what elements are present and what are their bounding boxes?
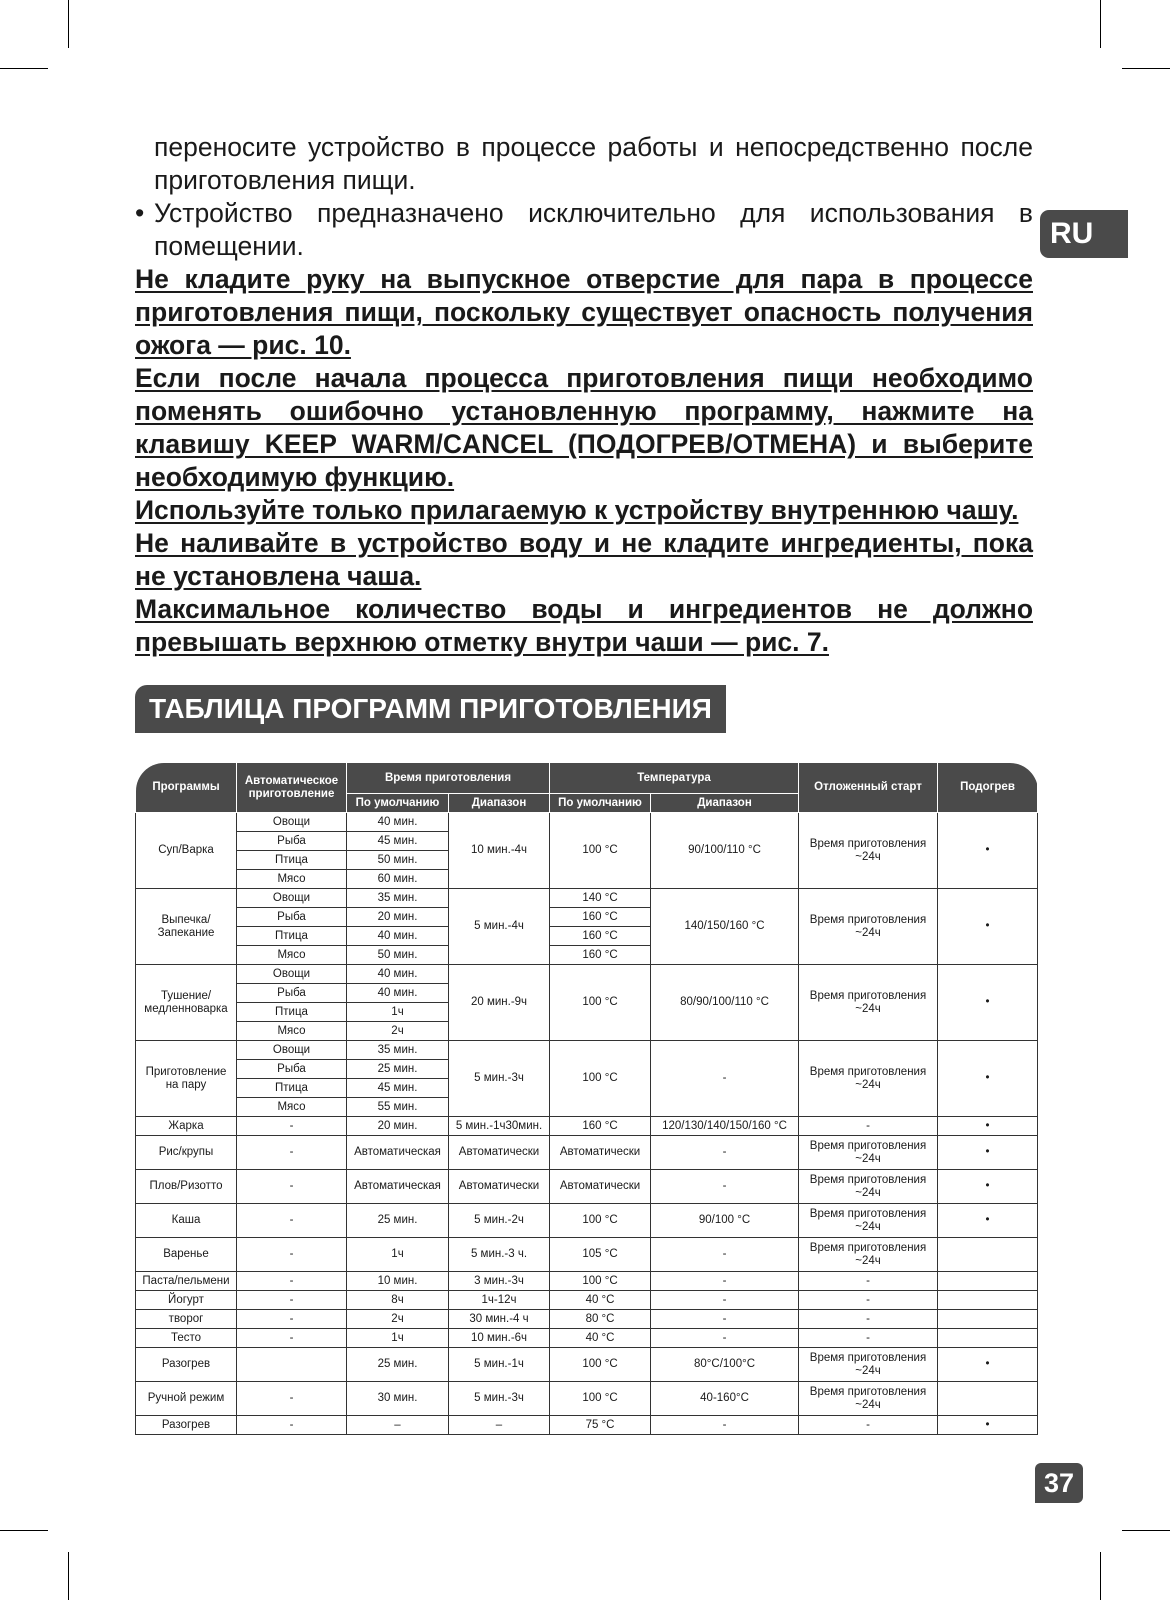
- time-default: 45 мин.: [347, 1079, 449, 1098]
- table-row: [136, 1272, 1038, 1291]
- time-range: 5 мин.-2ч: [449, 1204, 550, 1238]
- time-default: 1ч: [347, 1003, 449, 1022]
- table-row: [136, 1310, 1038, 1329]
- table-row: [136, 1170, 1038, 1204]
- auto-cell: -: [237, 1238, 347, 1272]
- temp-default: 80 °C: [550, 1310, 651, 1329]
- temp-range: -: [651, 1329, 799, 1348]
- temp-default: 40 °C: [550, 1329, 651, 1348]
- auto-cell: -: [237, 1329, 347, 1348]
- header-temp-range: Диапазон: [651, 794, 799, 813]
- warning-cancel: Если после начала процесса приготовления пищи необходимо поменять ошибочно установленную программу, нажмите на клавишу KEEP WARM/CANCEL (ПОДОГРЕВ/ОТМЕНА) и выберите необходимую функцию.: [135, 363, 1033, 492]
- time-default: 10 мин.: [347, 1272, 449, 1291]
- section-title: ТАБЛИЦА ПРОГРАММ ПРИГОТОВЛЕНИЯ: [135, 685, 726, 733]
- bullet-item: [135, 197, 1033, 263]
- time-default: 30 мин.: [347, 1382, 449, 1416]
- header-time: Время приготовления: [347, 763, 550, 794]
- header-time-range: Диапазон: [449, 794, 550, 813]
- delayed-start: Время приготовления ~24ч: [799, 1348, 938, 1382]
- time-default: 25 мин.: [347, 1060, 449, 1079]
- crop-mark: [1122, 68, 1170, 69]
- time-range: 30 мин.-4 ч: [449, 1310, 550, 1329]
- warm-mark: •: [938, 1416, 1038, 1435]
- temp-default: 75 °C: [550, 1416, 651, 1435]
- time-default: 50 мин.: [347, 946, 449, 965]
- auto-ingredient: Птица: [237, 1003, 347, 1022]
- time-range: 5 мин.-1ч: [449, 1348, 550, 1382]
- time-default: 20 мин.: [347, 908, 449, 927]
- temp-default: 160 °C: [550, 927, 651, 946]
- crop-mark: [0, 1530, 48, 1531]
- table-row: [136, 1238, 1038, 1272]
- program-name: Тесто: [136, 1329, 237, 1348]
- temp-range: 90/100 °C: [651, 1204, 799, 1238]
- temp-range: -: [651, 1416, 799, 1435]
- auto-cell: -: [237, 1382, 347, 1416]
- temp-range: -: [651, 1310, 799, 1329]
- time-default: 1ч: [347, 1238, 449, 1272]
- time-default: 1ч: [347, 1329, 449, 1348]
- auto-cell: [237, 1348, 347, 1382]
- auto-ingredient: Птица: [237, 851, 347, 870]
- temp-default: Автоматически: [550, 1170, 651, 1204]
- table-row: [136, 1348, 1038, 1382]
- header-time-default: По умолчанию: [347, 794, 449, 813]
- programs-table: [135, 762, 1038, 1435]
- delayed-start: Время приготовления ~24ч: [799, 1170, 938, 1204]
- warning-max-level: Максимальное количество воды и ингредиентов не должно превышать верхнюю отметку внутри чаши — рис. 7.: [135, 594, 1033, 657]
- temp-range: 80/90/100/110 °C: [651, 965, 799, 1041]
- warm-mark: [938, 1329, 1038, 1348]
- time-default: Автоматическая: [347, 1136, 449, 1170]
- auto-ingredient: Овощи: [237, 813, 347, 832]
- warm-mark: •: [938, 1136, 1038, 1170]
- delayed-start: -: [799, 1272, 938, 1291]
- table-row: [136, 1416, 1038, 1435]
- auto-ingredient: Мясо: [237, 870, 347, 889]
- table-row: [136, 1041, 1038, 1060]
- program-name: Йогурт: [136, 1291, 237, 1310]
- temp-default: 105 °C: [550, 1238, 651, 1272]
- delayed-start: Время приготовления ~24ч: [799, 1238, 938, 1272]
- header-programs: Программы: [136, 763, 237, 813]
- table-row: [136, 813, 1038, 832]
- language-badge: RU: [1040, 210, 1128, 258]
- time-default: 45 мин.: [347, 832, 449, 851]
- header-temp-default: По умолчанию: [550, 794, 651, 813]
- time-range: 3 мин.-3ч: [449, 1272, 550, 1291]
- warm-mark: •: [938, 1170, 1038, 1204]
- auto-ingredient: Мясо: [237, 1098, 347, 1117]
- time-range: 10 мин.-6ч: [449, 1329, 550, 1348]
- temp-default: 100 °C: [550, 1041, 651, 1117]
- warm-mark: [938, 1310, 1038, 1329]
- delayed-start: -: [799, 1416, 938, 1435]
- crop-mark: [68, 1552, 69, 1600]
- temp-default: 100 °C: [550, 1348, 651, 1382]
- delayed-start: Время приготовления ~24ч: [799, 1204, 938, 1238]
- temp-range: -: [651, 1136, 799, 1170]
- time-default: 8ч: [347, 1291, 449, 1310]
- program-name: Плов/Ризотто: [136, 1170, 237, 1204]
- warm-mark: •: [938, 965, 1038, 1041]
- auto-cell: -: [237, 1416, 347, 1435]
- program-name: Тушение/ медленноварка: [136, 965, 237, 1041]
- warm-mark: •: [938, 889, 1038, 965]
- temp-range: 90/100/110 °C: [651, 813, 799, 889]
- time-default: Автоматическая: [347, 1170, 449, 1204]
- table-row: [136, 1382, 1038, 1416]
- table-row: [136, 1329, 1038, 1348]
- warning-steam: Не кладите руку на выпускное отверстие для пара в процессе приготовления пищи, поскольку существует опасность получения ожога — рис. 10.: [135, 264, 1033, 360]
- header-temperature: Температура: [550, 763, 799, 794]
- time-range: 1ч-12ч: [449, 1291, 550, 1310]
- time-range: 5 мин.-4ч: [449, 889, 550, 965]
- delayed-start: Время приготовления ~24ч: [799, 889, 938, 965]
- warm-mark: [938, 1382, 1038, 1416]
- temp-range: -: [651, 1272, 799, 1291]
- temp-default: 100 °C: [550, 1272, 651, 1291]
- auto-ingredient: Овощи: [237, 965, 347, 984]
- program-name: Разогрев: [136, 1416, 237, 1435]
- time-range: 5 мин.-3 ч.: [449, 1238, 550, 1272]
- time-default: 25 мин.: [347, 1204, 449, 1238]
- temp-range: -: [651, 1291, 799, 1310]
- delayed-start: -: [799, 1291, 938, 1310]
- auto-ingredient: Мясо: [237, 1022, 347, 1041]
- time-default: 35 мин.: [347, 1041, 449, 1060]
- program-name: творог: [136, 1310, 237, 1329]
- time-range: Автоматически: [449, 1136, 550, 1170]
- time-range: 10 мин.-4ч: [449, 813, 550, 889]
- time-default: 2ч: [347, 1022, 449, 1041]
- temp-default: 160 °C: [550, 946, 651, 965]
- auto-ingredient: Рыба: [237, 832, 347, 851]
- table-row: [136, 965, 1038, 984]
- time-default: 35 мин.: [347, 889, 449, 908]
- delayed-start: Время приготовления ~24ч: [799, 813, 938, 889]
- time-default: 60 мин.: [347, 870, 449, 889]
- auto-ingredient: Рыба: [237, 908, 347, 927]
- crop-mark: [1122, 1530, 1170, 1531]
- table-row: [136, 1204, 1038, 1238]
- header-auto: Автоматическое приготовление: [237, 763, 347, 813]
- body-text: [135, 131, 1033, 659]
- time-default: 50 мин.: [347, 851, 449, 870]
- auto-ingredient: Овощи: [237, 889, 347, 908]
- time-default: 40 мин.: [347, 927, 449, 946]
- time-range: 5 мин.-1ч30мин.: [449, 1117, 550, 1136]
- program-name: Каша: [136, 1204, 237, 1238]
- header-delayed: Отложенный старт: [799, 763, 938, 813]
- time-default: 25 мин.: [347, 1348, 449, 1382]
- temp-range: 140/150/160 °C: [651, 889, 799, 965]
- table-row: [136, 1136, 1038, 1170]
- warm-mark: •: [938, 1041, 1038, 1117]
- delayed-start: Время приготовления ~24ч: [799, 1136, 938, 1170]
- time-range: –: [449, 1416, 550, 1435]
- auto-ingredient: Рыба: [237, 1060, 347, 1079]
- temp-range: 120/130/140/150/160 °C: [651, 1117, 799, 1136]
- warning-no-bowl: Не наливайте в устройство воду и не кладите ингредиенты, пока не установлена чаша.: [135, 528, 1033, 591]
- auto-ingredient: Птица: [237, 1079, 347, 1098]
- program-name: Жарка: [136, 1117, 237, 1136]
- time-default: 40 мин.: [347, 813, 449, 832]
- time-default: 40 мин.: [347, 965, 449, 984]
- time-default: –: [347, 1416, 449, 1435]
- temp-default: 100 °C: [550, 965, 651, 1041]
- table-row: [136, 1117, 1038, 1136]
- temp-range: -: [651, 1170, 799, 1204]
- warm-mark: [938, 1272, 1038, 1291]
- auto-cell: -: [237, 1310, 347, 1329]
- temp-range: -: [651, 1041, 799, 1117]
- time-range: 5 мин.-3ч: [449, 1041, 550, 1117]
- program-name: Рис/крупы: [136, 1136, 237, 1170]
- program-name: Приготовление на пару: [136, 1041, 237, 1117]
- program-name: Варенье: [136, 1238, 237, 1272]
- warm-mark: •: [938, 1348, 1038, 1382]
- auto-ingredient: Птица: [237, 927, 347, 946]
- page-number: 37: [1035, 1463, 1083, 1503]
- warm-mark: [938, 1238, 1038, 1272]
- warm-mark: •: [938, 813, 1038, 889]
- program-name: Разогрев: [136, 1348, 237, 1382]
- delayed-start: -: [799, 1329, 938, 1348]
- program-name: Ручной режим: [136, 1382, 237, 1416]
- time-range: Автоматически: [449, 1170, 550, 1204]
- bullet-text: Устройство предназначено исключительно для использования в помещении.: [154, 198, 1033, 261]
- bullet-mark: •: [135, 198, 145, 228]
- temp-range: 80°C/100°C: [651, 1348, 799, 1382]
- delayed-start: Время приготовления ~24ч: [799, 1382, 938, 1416]
- temp-default: 140 °C: [550, 889, 651, 908]
- auto-cell: -: [237, 1272, 347, 1291]
- paragraph-line: переносите устройство в процессе работы и непосредственно после: [154, 132, 1033, 162]
- program-name: Выпечка/ Запекание: [136, 889, 237, 965]
- auto-cell: -: [237, 1170, 347, 1204]
- delayed-start: Время приготовления ~24ч: [799, 965, 938, 1041]
- temp-default: 160 °C: [550, 908, 651, 927]
- temp-default: Автоматически: [550, 1136, 651, 1170]
- delayed-start: -: [799, 1117, 938, 1136]
- time-default: 2ч: [347, 1310, 449, 1329]
- temp-default: 40 °C: [550, 1291, 651, 1310]
- temp-default: 100 °C: [550, 1382, 651, 1416]
- program-name: Суп/Варка: [136, 813, 237, 889]
- auto-ingredient: Мясо: [237, 946, 347, 965]
- auto-ingredient: Рыба: [237, 984, 347, 1003]
- paragraph-line: приготовления пищи.: [154, 165, 416, 195]
- temp-default: 100 °C: [550, 813, 651, 889]
- header-warm: Подогрев: [938, 763, 1038, 813]
- warm-mark: [938, 1291, 1038, 1310]
- auto-cell: -: [237, 1204, 347, 1238]
- time-default: 55 мин.: [347, 1098, 449, 1117]
- temp-default: 160 °C: [550, 1117, 651, 1136]
- time-range: 20 мин.-9ч: [449, 965, 550, 1041]
- warm-mark: •: [938, 1204, 1038, 1238]
- program-name: Паста/пельмени: [136, 1272, 237, 1291]
- auto-ingredient: Овощи: [237, 1041, 347, 1060]
- table-row: [136, 1291, 1038, 1310]
- crop-mark: [68, 0, 69, 48]
- time-default: 40 мин.: [347, 984, 449, 1003]
- warning-bowl: Используйте только прилагаемую к устройству внутреннюю чашу.: [135, 495, 1019, 525]
- warm-mark: •: [938, 1117, 1038, 1136]
- table-row: [136, 889, 1038, 908]
- temp-default: 100 °C: [550, 1204, 651, 1238]
- crop-mark: [1100, 1552, 1101, 1600]
- table-body: [136, 813, 1038, 1435]
- crop-mark: [1100, 0, 1101, 48]
- crop-mark: [0, 68, 48, 69]
- delayed-start: -: [799, 1310, 938, 1329]
- temp-range: 40-160°C: [651, 1382, 799, 1416]
- time-default: 20 мин.: [347, 1117, 449, 1136]
- temp-range: -: [651, 1238, 799, 1272]
- delayed-start: Время приготовления ~24ч: [799, 1041, 938, 1117]
- auto-cell: -: [237, 1291, 347, 1310]
- auto-cell: -: [237, 1117, 347, 1136]
- time-range: 5 мин.-3ч: [449, 1382, 550, 1416]
- auto-cell: -: [237, 1136, 347, 1170]
